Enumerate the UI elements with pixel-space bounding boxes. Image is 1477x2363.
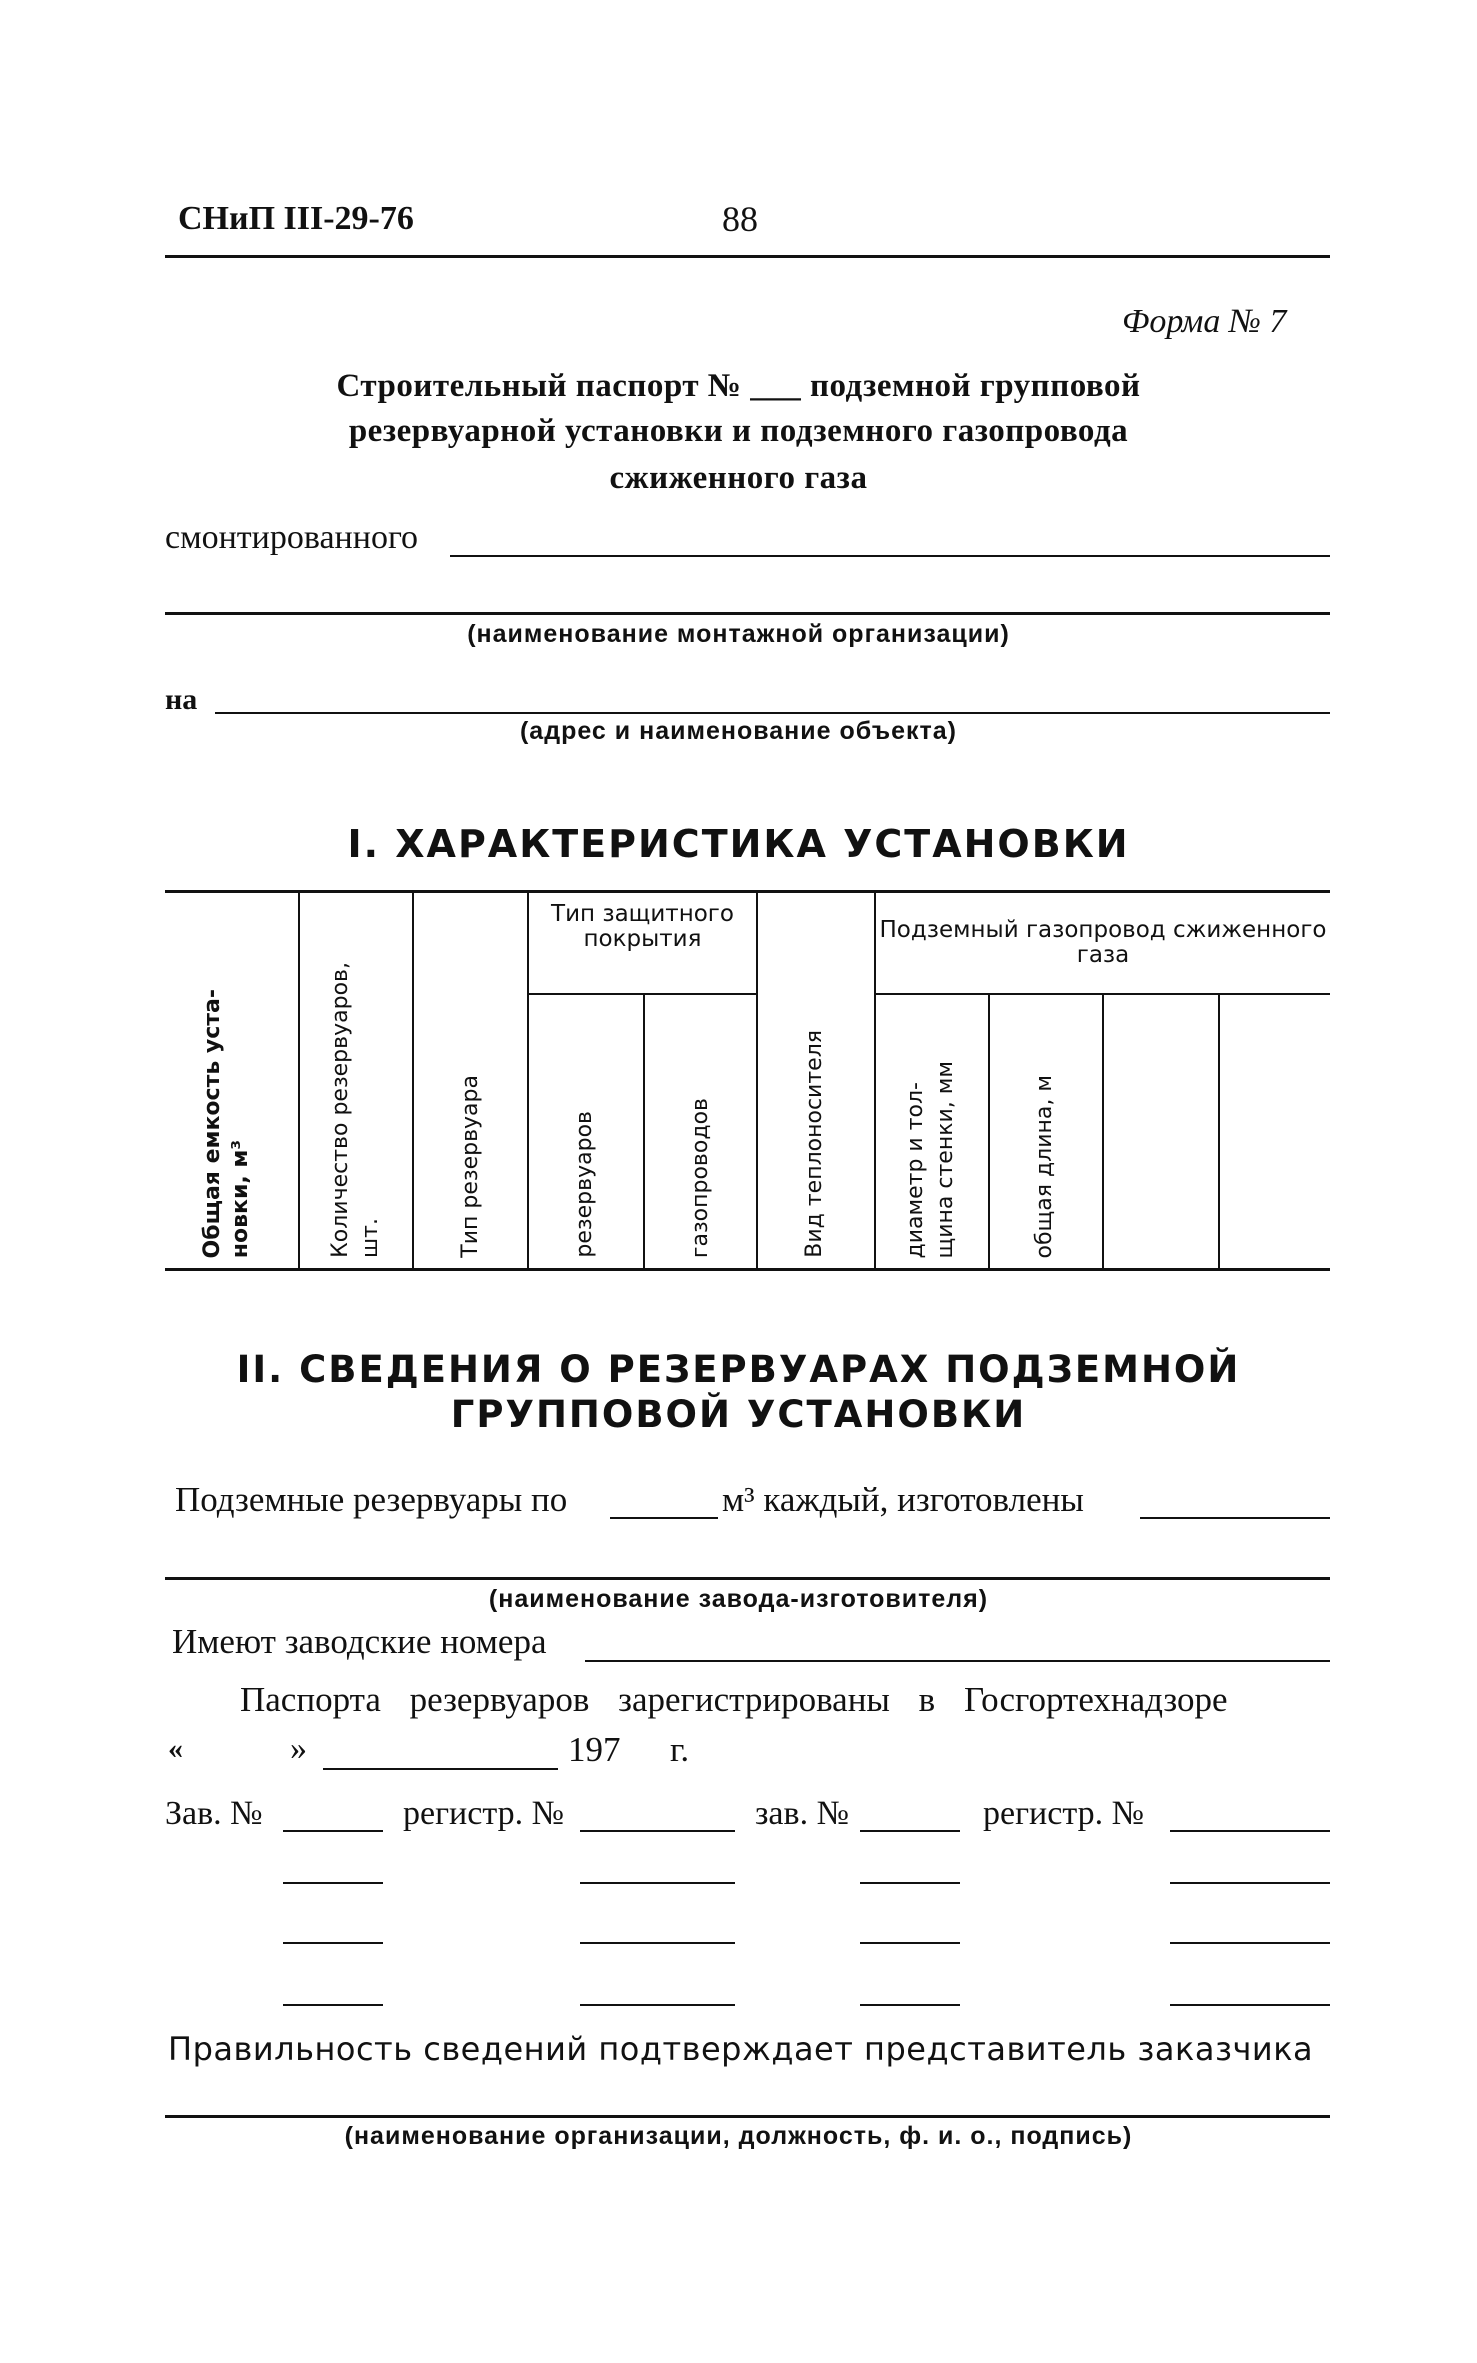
on-fill-line[interactable] (215, 712, 1330, 714)
form-label: Форма № 7 (1122, 303, 1287, 340)
factory-no-line-1[interactable] (283, 1942, 383, 1944)
factory-no-line-1[interactable] (283, 1830, 383, 1832)
reg-no-line-1[interactable] (580, 1942, 735, 1944)
document-title-line-3: сжиженного газа (609, 460, 868, 496)
tanks-prefix: Подземные резервуары по (175, 1480, 568, 1519)
manufacturer-line-2[interactable] (165, 1577, 1330, 1580)
reg-no-line-2[interactable] (1170, 1830, 1330, 1832)
reg-no-line-2[interactable] (1170, 1882, 1330, 1884)
factory-no-line-2[interactable] (860, 1830, 960, 1832)
page-number: 88 (722, 199, 758, 239)
mounted-caption: (наименование монтажной организации) (467, 620, 1010, 648)
mounted-label: смонтированного (165, 519, 419, 556)
section-2-title-line-2: ГРУППОВОЙ УСТАНОВКИ (450, 1393, 1027, 1436)
factory-no-line-2[interactable] (860, 1882, 960, 1884)
col-tank-count-line1: Количество резервуаров, (328, 962, 353, 1258)
on-label: на (165, 683, 198, 716)
group-coating-header: Тип защитного покрытия (551, 901, 734, 952)
table-divider (988, 995, 990, 1268)
table-divider (1102, 995, 1104, 1268)
document-code: СНиП III-29-76 (178, 200, 414, 237)
table-divider (756, 892, 758, 1268)
document-title-line-1: Строительный паспорт № ___ подземной групповой (336, 368, 1141, 404)
factory-no-line-1[interactable] (283, 2004, 383, 2006)
reg-no-line-1[interactable] (580, 1882, 735, 1884)
col-coating-tanks: резервуаров (572, 1111, 597, 1258)
mounted-fill-line-2[interactable] (165, 612, 1330, 615)
col-diameter-line2: щина стенки, мм (933, 1060, 958, 1258)
table-divider (643, 995, 645, 1268)
confirm-text: Правильность сведений подтверждает представитель заказчика (168, 2030, 1314, 2068)
reg-no-line-2[interactable] (1170, 2004, 1330, 2006)
confirm-caption: (наименование организации, должность, ф. и. о., подпись) (344, 2122, 1133, 2150)
reg-no-line-2[interactable] (1170, 1942, 1330, 1944)
serials-line[interactable] (585, 1660, 1330, 1662)
reg-no-line-1[interactable] (580, 2004, 735, 2006)
on-caption: (адрес и наименование объекта) (519, 717, 957, 745)
col-coating-pipes: газопроводов (688, 1097, 713, 1258)
tanks-middle: м³ каждый, изготовлены (722, 1480, 1084, 1519)
col-tank-count-line2: шт. (358, 1218, 383, 1258)
table-divider (298, 892, 300, 1268)
factory-no-label-2: зав. № (755, 1795, 850, 1832)
serials-label: Имеют заводские номера (172, 1622, 547, 1661)
registered-text: Паспорта резервуаров зарегистрированы в Госгортехнадзоре (240, 1680, 1228, 1719)
table-divider (1218, 995, 1220, 1268)
header-rule (165, 255, 1330, 258)
date-year: 197 (568, 1730, 621, 1769)
pipeline-group-rule (874, 993, 1330, 995)
date-open-quote: « (168, 1732, 183, 1765)
date-close-quote: » (290, 1730, 307, 1767)
table-top-rule (165, 890, 1330, 893)
factory-no-line-2[interactable] (860, 2004, 960, 2006)
section-2-title-line-1: II. СВЕДЕНИЯ О РЕЗЕРВУАРАХ ПОДЗЕМНОЙ (236, 1348, 1241, 1391)
col-diameter-line1: диаметр и тол- (903, 1081, 928, 1258)
col-heat-carrier: Вид теплоносителя (802, 1030, 827, 1258)
table-bottom-rule (165, 1268, 1330, 1271)
date-suffix: г. (670, 1730, 690, 1769)
factory-no-label-1: Зав. № (165, 1795, 263, 1832)
col-total-capacity-line1: Общая емкость уста- (200, 988, 225, 1258)
factory-no-line-2[interactable] (860, 1942, 960, 1944)
reg-no-label-2: регистр. № (983, 1795, 1145, 1832)
confirm-line[interactable] (165, 2115, 1330, 2118)
mounted-fill-line[interactable] (450, 555, 1330, 557)
document-title-line-2: резервуарной установки и подземного газопровода (348, 413, 1129, 449)
col-total-capacity-line2: новки, м³ (228, 1139, 253, 1258)
col-length: общая длина, м (1032, 1074, 1057, 1258)
manufacturer-caption: (наименование завода-изготовителя) (488, 1585, 989, 1613)
reg-no-line-1[interactable] (580, 1830, 735, 1832)
factory-no-line-1[interactable] (283, 1882, 383, 1884)
group-pipeline-header: Подземный газопровод сжиженного газа (879, 917, 1327, 968)
table-divider (412, 892, 414, 1268)
date-line[interactable] (323, 1768, 558, 1770)
col-tank-type: Тип резервуара (458, 1075, 483, 1258)
manufacturer-line[interactable] (1140, 1517, 1330, 1519)
tank-volume-line[interactable] (610, 1517, 718, 1519)
section-1-title: I. ХАРАКТЕРИСТИКА УСТАНОВКИ (347, 822, 1130, 866)
reg-no-label-1: регистр. № (403, 1795, 565, 1832)
coating-group-rule (527, 993, 756, 995)
